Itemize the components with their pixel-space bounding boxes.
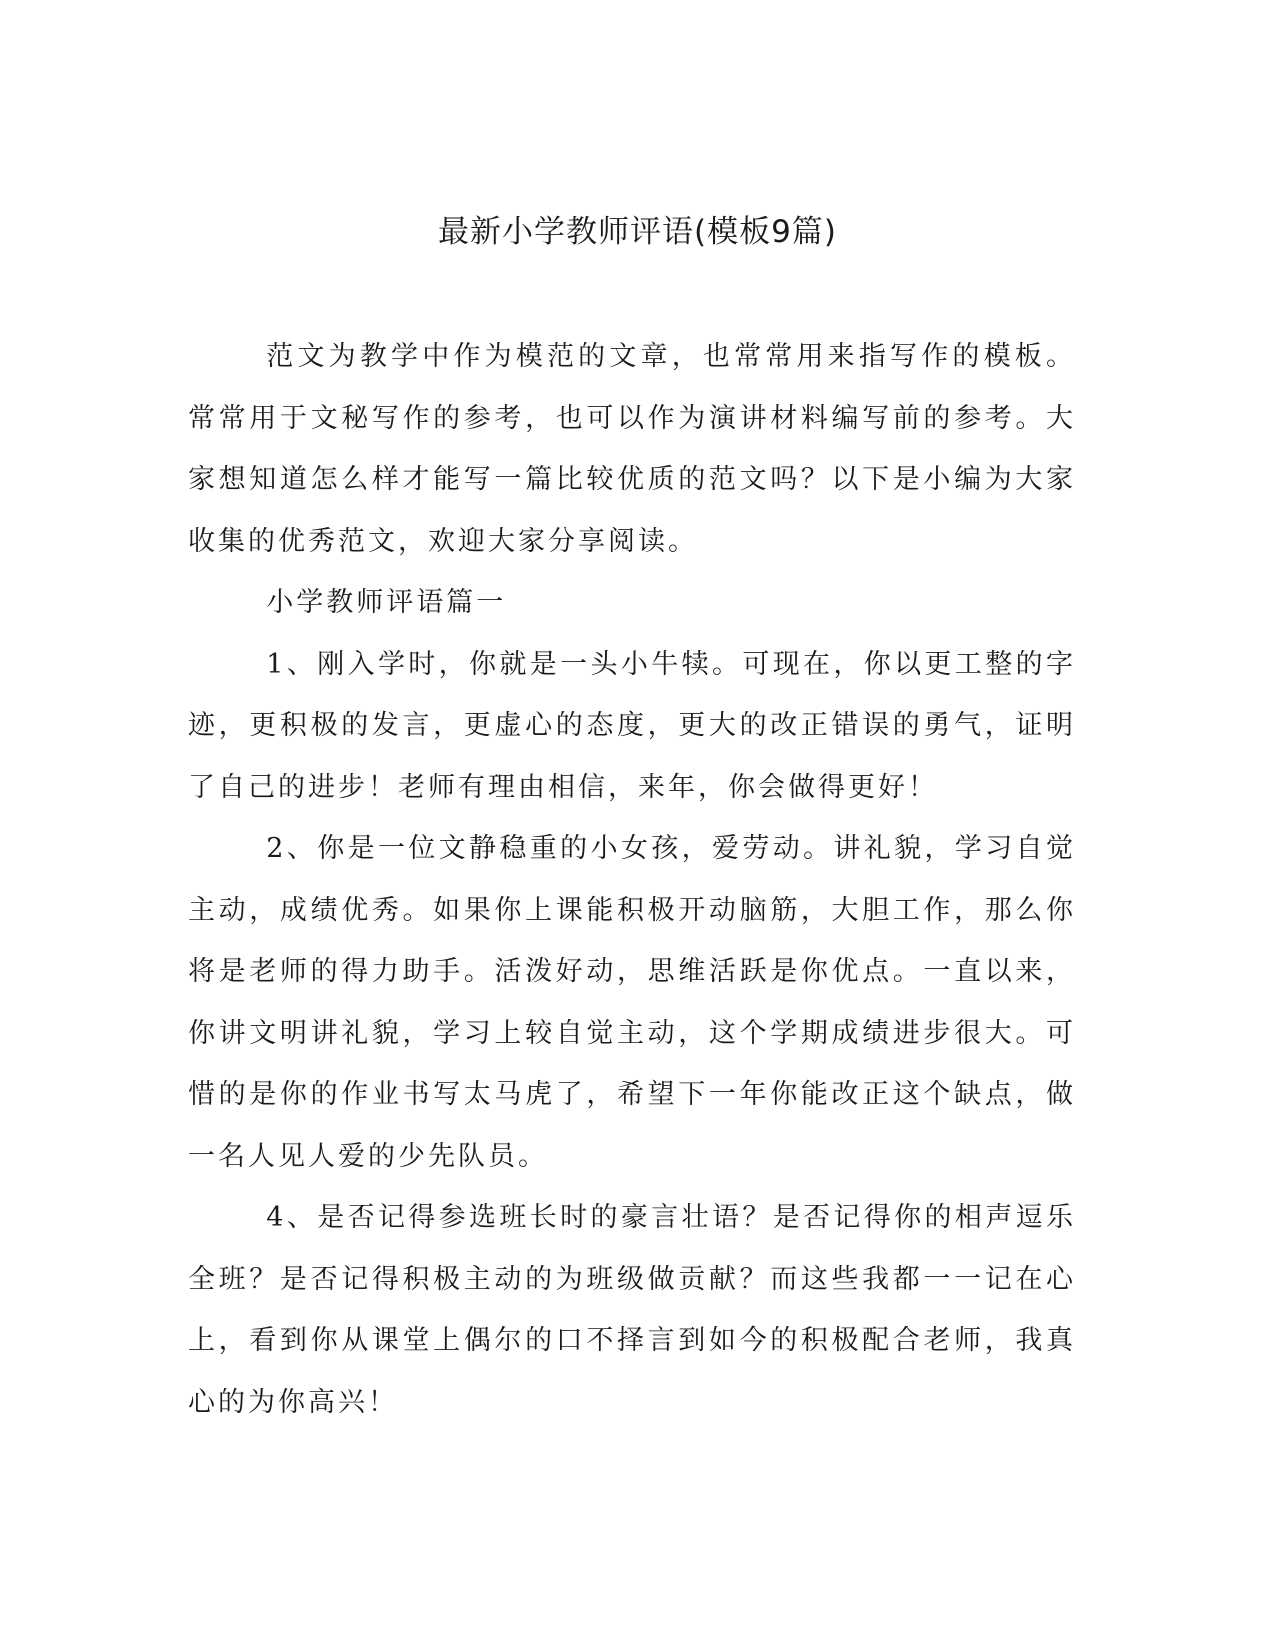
intro-paragraph: 范文为教学中作为模范的文章，也常常用来指写作的模板。常常用于文秘写作的参考，也可以作为演讲材料编写前的参考。大家想知道怎么样才能写一篇比较优质的范文吗？以下是小编为大家收集的优秀范文，欢迎大家分享阅读。 <box>188 341 1076 557</box>
document-title: 最新小学教师评语(模板9篇) <box>438 214 837 250</box>
comment-paragraph-2: 2、你是一位文静稳重的小女孩，爱劳动。讲礼貌，学习自觉主动，成绩优秀。如果你上课能积极开动脑筋，大胆工作，那么你将是老师的得力助手。活泼好动，思维活跃是你优点。一直以来，你讲文明讲礼貌，学习上较自觉主动，这个学期成绩进步很大。可惜的是你的作业书写太马虎了，希望下一年你能改正这个缺点，做一名人见人爱的少先队员。 <box>188 833 1076 1172</box>
comment-paragraph-1: 1、刚入学时，你就是一头小牛犊。可现在，你以更工整的字迹，更积极的发言，更虚心的态度，更大的改正错误的勇气，证明了自己的进步！老师有理由相信，来年，你会做得更好！ <box>188 648 1076 803</box>
comment-paragraph-4: 4、是否记得参选班长时的豪言壮语？是否记得你的相声逗乐全班？是否记得积极主动的为班级做贡献？而这些我都一一记在心上，看到你从课堂上偶尔的口不择言到如今的积极配合老师，我真心的为你高兴！ <box>188 1202 1076 1418</box>
section-heading: 小学教师评语篇一 <box>266 587 507 618</box>
document-body <box>188 326 1076 1433</box>
